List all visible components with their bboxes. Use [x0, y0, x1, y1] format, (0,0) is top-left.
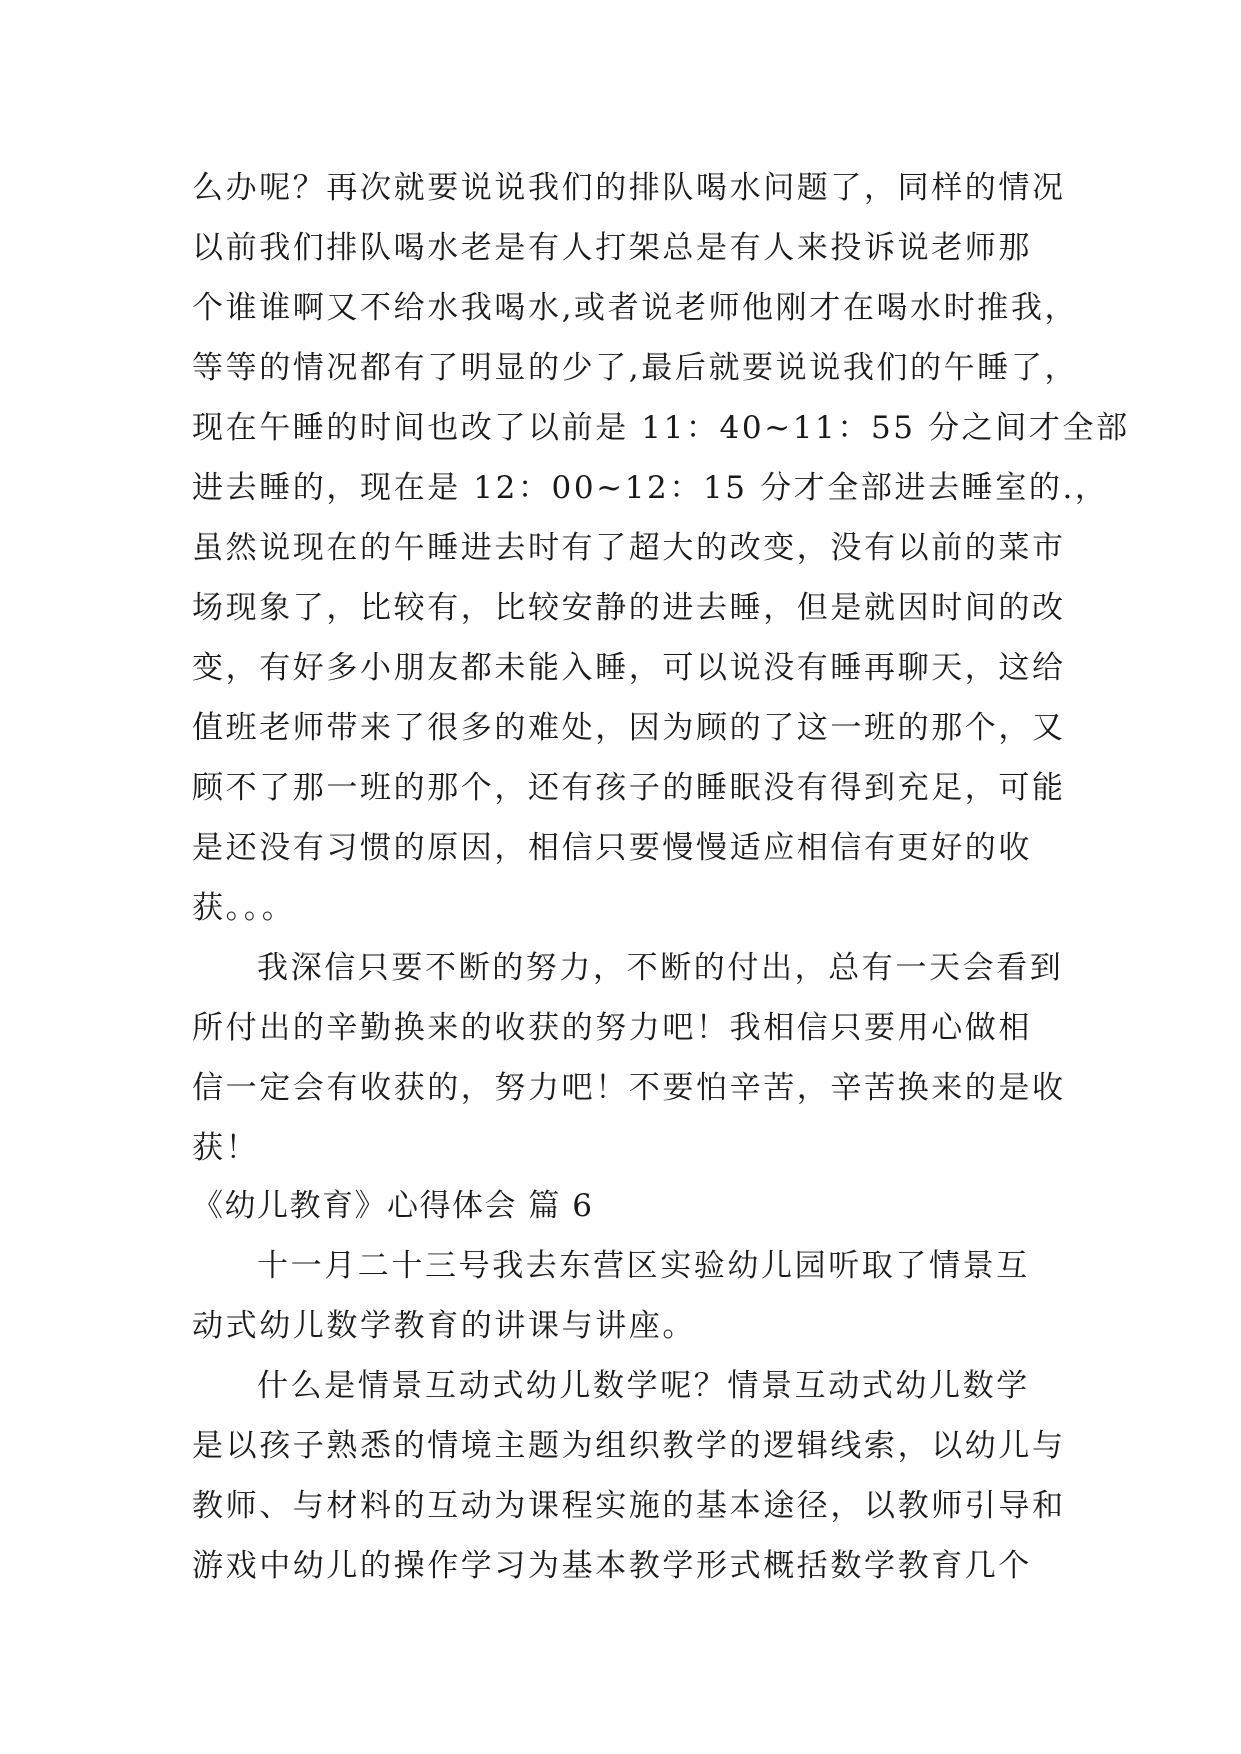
paragraph-1-line-8: 场现象了，比较有，比较安静的进去睡，但是就因时间的改: [192, 590, 1066, 626]
paragraph-2-line-2: 所付出的辛勤换来的收获的努力吧！我相信只要用心做相: [192, 1010, 1032, 1046]
paragraph-1-line-10: 值班老师带来了很多的难处，因为顾的了这一班的那个，又: [192, 710, 1066, 746]
paragraph-2-line-1: 我深信只要不断的努力，不断的付出，总有一天会看到: [257, 950, 1064, 986]
paragraph-1-line-7: 虽然说现在的午睡进去时有了超大的改变，没有以前的菜市: [192, 530, 1066, 566]
paragraph-4-line-4: 游戏中幼儿的操作学习为基本教学形式概括数学教育几个: [192, 1548, 1032, 1584]
paragraph-3-line-1: 十一月二十三号我去东营区实验幼儿园听取了情景互: [257, 1248, 1030, 1284]
paragraph-4-line-3: 教师、与材料的互动为课程实施的基本途径，以教师引导和: [192, 1488, 1066, 1524]
paragraph-4-line-2: 是以孩子熟悉的情境主题为组织教学的逻辑线索，以幼儿与: [192, 1428, 1066, 1464]
paragraph-1-line-11: 顾不了那一班的那个，还有孩子的睡眠没有得到充足，可能: [192, 770, 1066, 806]
paragraph-1-line-2: 以前我们排队喝水老是有人打架总是有人来投诉说老师那: [192, 230, 1032, 266]
paragraph-2-line-4: 获！: [192, 1130, 260, 1166]
paragraph-2-line-3: 信一定会有收获的，努力吧！不要怕辛苦，辛苦换来的是收: [192, 1070, 1066, 1106]
paragraph-1-line-1: 么办呢？再次就要说说我们的排队喝水问题了，同样的情况: [192, 170, 1066, 206]
paragraph-1-line-3: 个谁谁啊又不给水我喝水,或者说老师他刚才在喝水时推我，: [192, 290, 1079, 326]
paragraph-1-line-9: 变，有好多小朋友都未能入睡，可以说没有睡再聊天，这给: [192, 650, 1066, 686]
paragraph-1-line-12: 是还没有习惯的原因，相信只要慢慢适应相信有更好的收: [192, 830, 1032, 866]
paragraph-1-line-5: 现在午睡的时间也改了以前是 11：40~11：55 分之间才全部: [192, 410, 1130, 446]
paragraph-4-line-1: 什么是情景互动式幼儿数学呢？情景互动式幼儿数学: [257, 1368, 1030, 1404]
paragraph-3-line-2: 动式幼儿数学教育的讲课与讲座。: [192, 1308, 696, 1344]
paragraph-1-line-4: 等等的情况都有了明显的少了,最后就要说说我们的午睡了，: [192, 350, 1079, 386]
paragraph-1-line-13: 获。。。: [192, 890, 296, 926]
paragraph-1-line-6: 进去睡的，现在是 12：00~12：15 分才全部进去睡室的.，: [192, 470, 1109, 506]
section-heading: 《幼儿教育》心得体会 篇 6: [192, 1188, 594, 1224]
